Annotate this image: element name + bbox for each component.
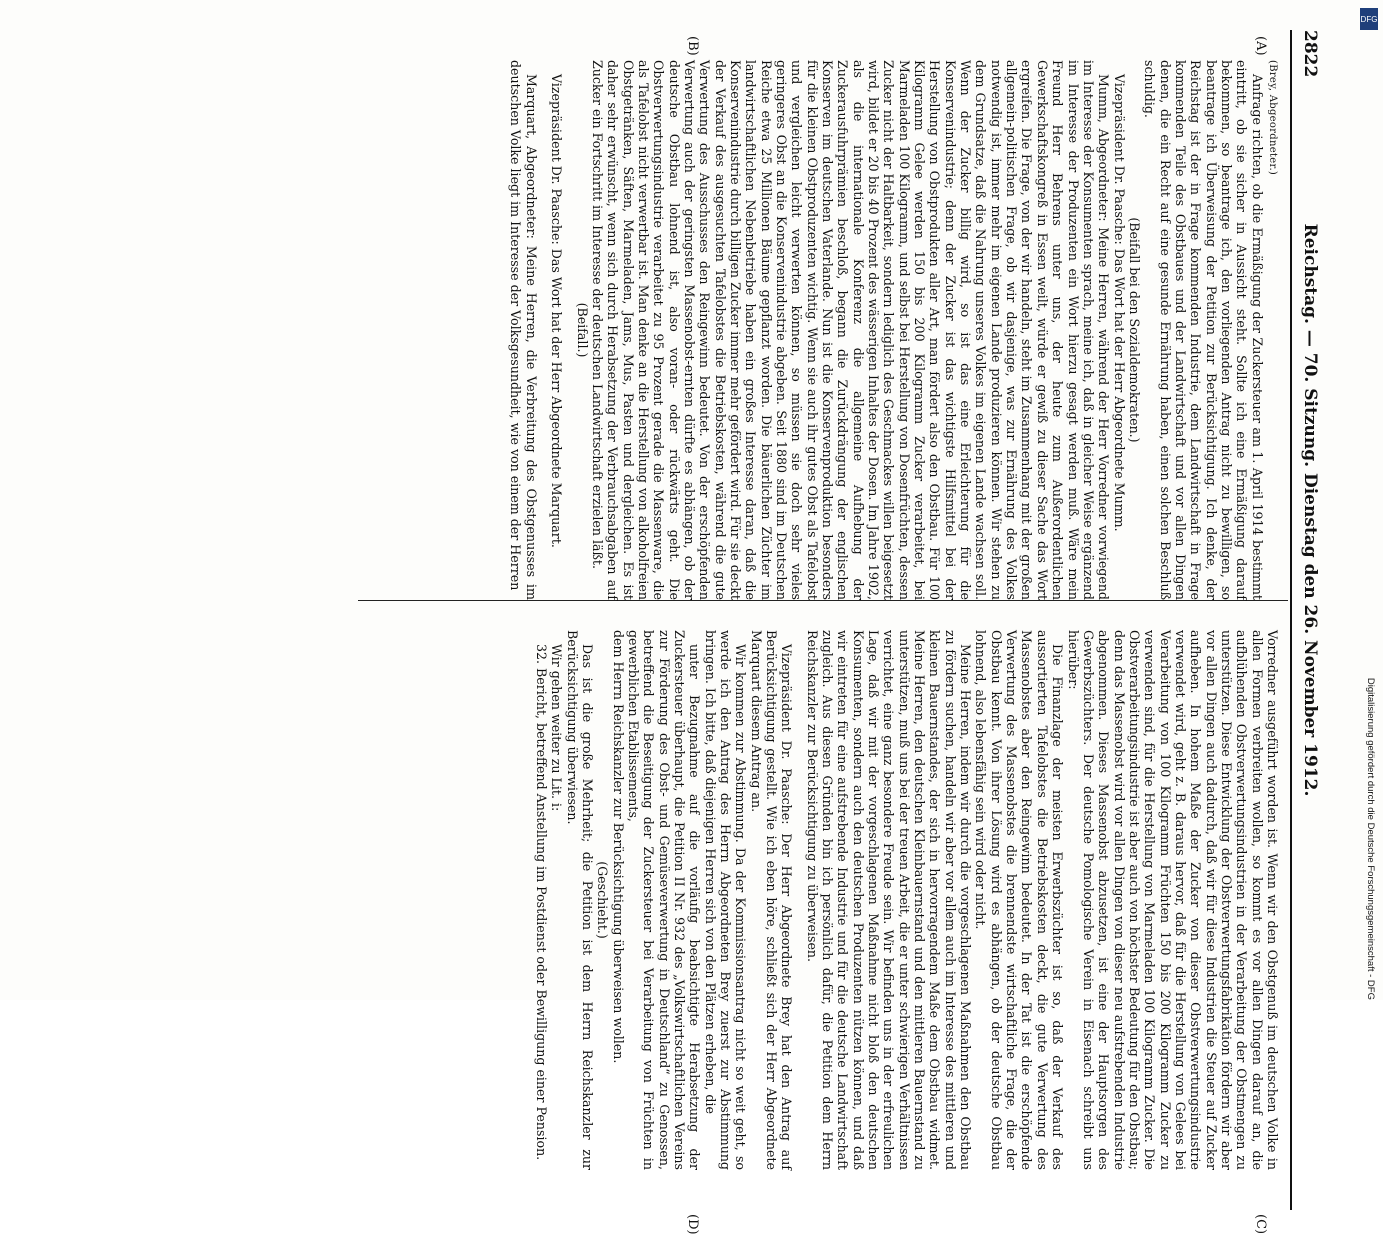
paragraph: Vizepräsident Dr. Paasche: Das Wort hat der Herr Abgeordnete Marquart.	[549, 74, 565, 548]
dfg-logo: DFG	[1360, 8, 1378, 30]
paragraph: 32. Bericht, betreffend Anstellung im Postdienst oder Bewilligung einer Pension.	[533, 644, 549, 1161]
page-header	[1294, 30, 1330, 990]
paragraph: Vizepräsident Dr. Paasche: Das Wort hat der Herr Abgeordnete Mumm.	[1111, 74, 1127, 532]
margin-mark-b: (B)	[685, 36, 700, 56]
paragraph-gap	[794, 630, 804, 1170]
paragraph: Das ist die große Mehrheit; die Petition ist dem Herrn Reichskanzler zur Berücksichtigung überwiesen.	[564, 630, 595, 1170]
paragraph: Marquart, Abgeordneter: Meine Herren, die Verbreitung des Obstgenusses im deutschen Volke liegt im Interesse der Volksgesundheit, wie von einem der Herren	[508, 60, 539, 600]
margin-mark-a: (A)	[1253, 36, 1268, 56]
header-rule	[1290, 30, 1292, 1210]
left-column	[508, 60, 1280, 600]
column-divider	[358, 600, 1288, 601]
paragraph: (Brey, Abgeordneter.)	[1267, 60, 1278, 176]
paragraph: Anfrage richten, ob die Ermäßigung der Zuckersteuer am 1. April 1914 bestimmt eintritt, ob sie sicher in Aussicht steht. Sollte ich eine Ermäßigung darauf bekommen, so beantrage ich, den vorliegenden Antrag nicht zu bewilligen, so beantrage ich Überweisung der Petition zur Berücksichtigung. Ich denke, der Reichstag ist der in Frage kommenden Industrie, dem Landwirtschaft in Frage kommenden Teile des Obstbaues und der Landwirtschaft und vor allen Dingen denen, die ein Recht auf eine gesunde Ernährung haben, einen solchen Beschluß schuldig.	[1142, 60, 1265, 600]
document-page	[20, 0, 1340, 1235]
paragraph: (Beifall bei den Sozialdemokraten.)	[1126, 217, 1142, 443]
margin-mark-c: (C)	[1253, 1214, 1268, 1235]
paragraph: (Geschieht.)	[595, 861, 611, 939]
page-number: 2822	[1300, 30, 1320, 78]
paragraph: dem Herrn Reichskanzler zur Berücksichtigung überweisen wollen.	[610, 630, 626, 1064]
paragraph: (Beifall.)	[574, 302, 590, 358]
paragraph: Die Finanzlage der meisten Erwerbszüchter ist so, daß der Verkauf des aussortierten Tafelobstes die Betriebskosten deckt, die gute Verwertung des Massenobstes aber den Reingewinn bedeutet. In der Tat ist die erschöpfende Verwertung des Massenobstes die brennendste wirtschaftliche Frage, die der Obstbau kennt. Von ihrer Lösung wird es abhängen, ob der deutsche Obstbau lohnend, also lebensfähig sein wird oder nicht.	[973, 630, 1066, 1170]
paragraph: Wir kommen zur Abstimmung. Da der Kommissionsantrag nicht so weit geht, so werde ich den Antrag des Herrn Abgeordneten Brey zuerst zur Abstimmung bringen. Ich bitte, daß diejenigen Herren sich von den Plätzen erheben, die	[702, 630, 749, 1170]
paragraph: Vorredner ausgeführt worden ist. Wenn wir den Obstgenuß im deutschen Volke in allen Formen verbreiten wollen, so kommt es vor allen Dingen darauf an, die aufblühenden Obstverwertungsindustrien in der Verarbeitung der Obstmengen zu unterstützen. Diese Entwicklung der Obstverwertungsfabrikation fördern wir aber vor allen Dingen auch dadurch, daß wir für diese Industrien die Steuer auf Zucker aufheben. In hohem Maße der Zucker von dieser Obstverwertungsindustrie verwendet wird, geht z. B. daraus hervor, daß für die Herstellung von Gelees bei Verarbeitung von 100 Kilogramm Früchten 150 bis 200 Kilogramm Zucker zu verwenden sind, für die Herstellung von Marmeladen 100 Kilogramm Zucker. Die Obstverarbeitungsindustrie ist aber auch von höchster Bedeutung für den Obstbau; denn das Massenobst wird vor allen Dingen von dieser neu aufstrebenden Industrie abgenommen. Dieses Massenobst abzusetzen, ist eine der Hauptsorgen des Gewerbszüchters. Der deutsche Pomologische Verein in Eisenach schreibt uns hierüber:	[1065, 630, 1280, 1170]
paragraph: Wir gehen weiter zu Lit. i:	[549, 644, 565, 812]
paragraph-gap	[539, 60, 549, 600]
paragraph: unter Bezugnahme auf die vorläufig beabsichtigte Herabsetzung der Zuckersteuer überhaupt, die Petition II Nr. 932 des „Volkswirtschaftlichen Vereins zur Förderung des Obst- und Gemüseverwertung in Deutschland“ zu Genossen, betreffend die Beseitigung der Zuckersteuer bei Verarbeitung von Früchten in gewerblichen Etablissements,	[625, 630, 703, 1170]
margin-mark-d: (D)	[685, 1214, 700, 1235]
right-column	[534, 630, 1281, 1170]
paragraph-gap	[564, 60, 574, 600]
paragraph: Meine Herren, indem wir durch die vorgeschlagenen Maßnahmen den Obstbau zu fördern suchen, handeln wir aber vor allem auch im Interesse des mittleren und kleinen Bauernstandes, der sich in hervorragendem Maße dem Obstbau widmet. Meine Herren, den deutschen Kleinbauernstand und den mittleren Bauernstand zu unterstützen, muß uns bei der treuen Arbeit, die er unter schwierigen Verhältnissen verrichtet, eine ganz besondere Freude sein. Wir befinden uns in der erfreulichen Lage, daß wir mit der vorgeschlagenen Maßnahme nicht bloß den deutschen Konsumenten, sondern auch den deutschen Produzenten nützen können, und daß wir eintreten für eine aufstrebende Industrie und für die deutsche Landwirtschaft zugleich. Aus diesen Gründen bin ich persönlich dafür, die Petition dem Herrn Reichskanzler zur Berücksichtigung zu überweisen.	[804, 630, 974, 1170]
paragraph: Vizepräsident Dr. Paasche: Der Herr Abgeordnete Brey hat den Antrag auf Berücksichtigung gestellt. Wie ich eben höre, schließt sich der Herr Abgeordnete Marquart diesem Antrag an.	[748, 630, 795, 1170]
running-title: Reichstag. — 70. Sitzung. Dienstag den 26. November 1912.	[1300, 223, 1320, 797]
digitization-credit-text: Digitalisierung gefördert durch die Deutsche Forschungsgemeinschaft - DFG	[1365, 677, 1376, 1000]
digitization-credit	[1356, 10, 1376, 1000]
paragraph: Mumm, Abgeordneter: Meine Herren, während der Herr Vorredner vorwiegend im Interesse der Konsumenten sprach, meine ich, daß in gleicher Weise ergänzend im Interesse der Produzenten ein Wort hierzu gesagt werden muß. Wäre mein Freund Herr Behrens unter uns, der heute zum Außerordentlichen Gewerkschaftskongreß in Essen weilt, würde er gewiß zu dieser Sache das Wort ergreifen. Die Frage, von der wir handeln, steht im Zusammenhang mit der großen allgemein-politischen Frage, ob wir dasjenige, was zur Ernährung des Volkes notwendig ist, immer mehr im eigenen Lande produzieren können. Wir stehen zu dem Grundsatze, daß die Nahrung unseres Volkes im eigenen Lande wachsen soll. Wenn der Zucker billig wird, so ist das eine Erleichterung für die Konservenindustrie; denn der Zucker ist das wichtigste Hilfsmittel bei der Herstellung von Obstprodukten aller Art, man fördert also den Obstbau. Für 100 Kilogramm Gelee werden 150 bis 200 Kilogramm Zucker verarbeitet, bei Marmeladen 100 Kilogramm, und selbst bei Herstellung von Dosenfrüchten, dessen Zucker nicht der Haltbarkeit, sondern lediglich des Geschmackes willen beigesetzt wird, bildet er 20 bis 40 Prozent des wässerigen Inhaltes der Dosen. Im Jahre 1902, als die internationale Konferenz die allgemeine Aufhebung der Zuckerausfuhrprämien beschloß, begann die Zurückdrängung der englischen Konserven im deutschen Vaterlande. Nun ist die Konservenproduktion besonders für die kleinen Obstproduzenten wichtig. Wenn sie auch ihr gutes Obst als Tafelobst und vergleichen leicht verwerten können, so müssen sie doch sehr vieles geringeres Obst an die Konservenindustrie abgeben. Seit 1880 sind im Deutschen Reiche etwa 25 Millionen Bäume gepflanzt worden. Die bäuerlichen Züchter im landwirtschaftlichen Nebenbetriebe haben ein großes Interesse daran, daß die Konservenindustrie durch billigen Zucker immer mehr gefördert wird. Für sie deckt der Verkauf des ausgesuchten Tafelobstes die Betriebskosten, während die gute Verwertung des Ausschusses den Reingewinn bedeutet. Von der erschöpfenden Verwertung auch der geringsten Massenobst-ernten dürfte es abhängen, ob der deutsche Obstbau lohnend ist, also voran- oder rückwärts geht. Die Obstverwertungsindustrie verarbeitet zu 95 Prozent gerade die Massenware, die als Tafelobst nicht verwertbar ist. Man denke an die Herstellung von alkoholfreien Obstgetränken, Säften, Marmeladen, Jams, Mus, Pasten und dergleichen. Es ist daher sehr erwünscht, wenn sich durch Herabsetzung der Verbrauchsabgaben auf Zucker ein Fortschritt im Interesse der deutschen Landwirtschaft erzielen läßt.	[589, 60, 1112, 600]
